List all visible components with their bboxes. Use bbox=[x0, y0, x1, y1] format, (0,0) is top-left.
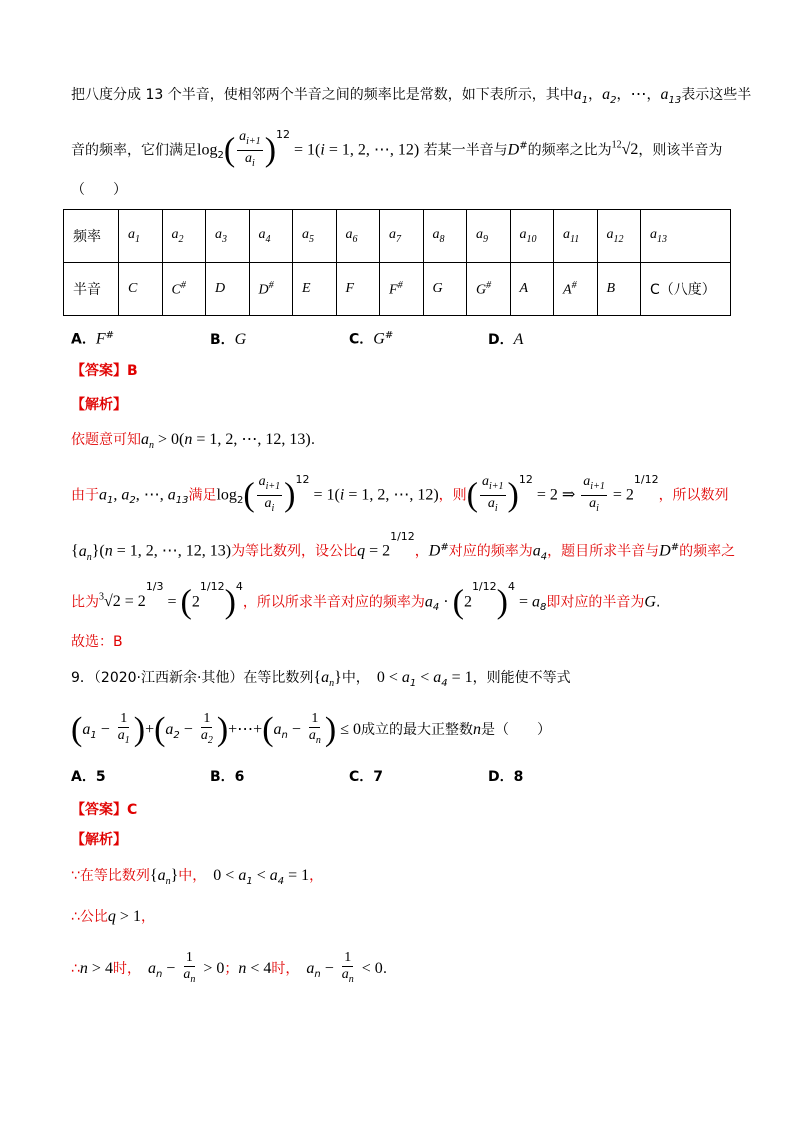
table-cell: A bbox=[510, 263, 554, 316]
option-a[interactable]: A．5 bbox=[71, 769, 106, 785]
table-cell: $a_{11}$ bbox=[554, 210, 598, 263]
q8-stem-line2: 音的频率，它们满足$\log_2$( $\frac{a_{i+1}}{a_i}$ )$^{12}$ = 1(i = 1, 2, ⋯, 12) 若某一半音与D#的频率之比为$^{12}$√2，则该半音为 bbox=[71, 128, 723, 169]
table-row-label: 频率 bbox=[64, 210, 119, 263]
q8-analysis-line3: $\{a_n\}(n = 1$, 2, ⋯, 12, 13)为等比数列，设公比$q = 2^{1/12}$，D#对应的频率为$a_4$，题目所求半音与D#的频率之 bbox=[71, 529, 736, 563]
q9-answer: 【答案】C bbox=[71, 802, 138, 818]
frequency-table bbox=[63, 209, 731, 316]
table-cell: $a_7$ bbox=[380, 210, 424, 263]
table-cell: $a_4$ bbox=[249, 210, 293, 263]
option-d[interactable]: D．A bbox=[488, 330, 524, 348]
option-d[interactable]: D．8 bbox=[488, 769, 524, 785]
q9-analysis-label: 【解析】 bbox=[71, 832, 127, 848]
q8-options bbox=[71, 326, 523, 350]
q8-stem-line1: 把八度分成 13 个半音，使相邻两个半音之间的频率比是常数，如下表所示，其中$a_1$，$a_2$，⋯，$a_{13}$表示这些半 bbox=[71, 86, 752, 106]
q8-answer: 【答案】B bbox=[71, 363, 138, 379]
table-cell: C# bbox=[162, 263, 206, 316]
table-cell: C bbox=[119, 263, 163, 316]
table-cell: $a_{10}$ bbox=[510, 210, 554, 263]
table-cell: $a_8$ bbox=[423, 210, 467, 263]
table-row-label: 半音 bbox=[64, 263, 119, 316]
q8-analysis-label: 【解析】 bbox=[71, 397, 127, 413]
q8-analysis-line4: 比为$^3√2 = 2^{1/3} = (2^{1/12})^4$，所以所求半音对应的频率为$a_4 \cdot (2^{1/12})^4 = a_8$即对应的半音为G. bbox=[71, 580, 661, 621]
q8-paren: （ ） bbox=[71, 182, 127, 198]
q8-analysis-line2: 由于$a_1$, $a_2$, ⋯, $a_{13}$满足$\log_2$( $\frac{a_{i+1}}{a_i}$ )$^{12}$ = 1(i = 1, 2, ⋯, 12)，则( $\frac{a_{i+1}}{a_i}$ )$^{12}$ = 2 ⇒ $\frac{a_{i+1}}{a_i}$ = $2^{1/12}$，所以数列 bbox=[71, 473, 729, 514]
table-cell: $a_2$ bbox=[162, 210, 206, 263]
q8-analysis-line1: 依题意可知$a_n > 0(n = 1$, 2, ⋯, 12, 13). bbox=[71, 431, 316, 452]
q9-analysis-line3: ∴n > 4时， $a_n$ − $\frac{1}{a_n}$ > 0；n < 4时， $a_n$ − $\frac{1}{a_n}$ < 0. bbox=[71, 950, 388, 985]
table-cell: $a_{13}$ bbox=[641, 210, 731, 263]
q9-stem-line2: ($a_1$ − $\frac{1}{a_1}$ )$+(a_2$ − $\frac{1}{a_2}$ )$+\cdots+(a_n$ − $\frac{1}{a_n}$ ) ≤ 0成立的最大正整数n是（ ） bbox=[71, 711, 552, 748]
option-a[interactable]: A．F# bbox=[71, 330, 115, 348]
table-cell: C（八度） bbox=[641, 263, 731, 316]
table-cell: B bbox=[597, 263, 641, 316]
option-c[interactable]: C．7 bbox=[349, 769, 384, 785]
q9-options bbox=[71, 767, 523, 787]
table-row-frequency bbox=[64, 210, 731, 263]
table-cell: $a_1$ bbox=[119, 210, 163, 263]
table-cell: A# bbox=[554, 263, 598, 316]
table-cell: E bbox=[293, 263, 337, 316]
table-cell: F# bbox=[380, 263, 424, 316]
table-cell: $a_5$ bbox=[293, 210, 337, 263]
option-b[interactable]: B．6 bbox=[210, 769, 245, 785]
table-cell: $a_6$ bbox=[336, 210, 380, 263]
table-cell: $a_3$ bbox=[206, 210, 250, 263]
q9-analysis-line2: ∴公比q > 1， bbox=[71, 908, 155, 925]
option-b[interactable]: B．G bbox=[210, 330, 247, 348]
table-cell: D# bbox=[249, 263, 293, 316]
table-row-semitone bbox=[64, 263, 731, 316]
table-cell: D bbox=[206, 263, 250, 316]
option-c[interactable]: C．G# bbox=[349, 330, 394, 348]
table-cell: $a_{12}$ bbox=[597, 210, 641, 263]
q9-analysis-line1: ∵在等比数列$\{a_n\}$中， $0 < a_1 < a_4 = 1$， bbox=[71, 867, 324, 888]
table-cell: G bbox=[423, 263, 467, 316]
table-cell: G# bbox=[467, 263, 511, 316]
table-cell: F bbox=[336, 263, 380, 316]
q8-conclusion: 故选：B bbox=[71, 634, 123, 650]
q9-stem-line1: 9．（2020·江西新余·其他）在等比数列$\{a_n\}$中， $0 < a_1 < a_4 = 1$，则能使不等式 bbox=[71, 669, 571, 690]
table-cell: $a_9$ bbox=[467, 210, 511, 263]
